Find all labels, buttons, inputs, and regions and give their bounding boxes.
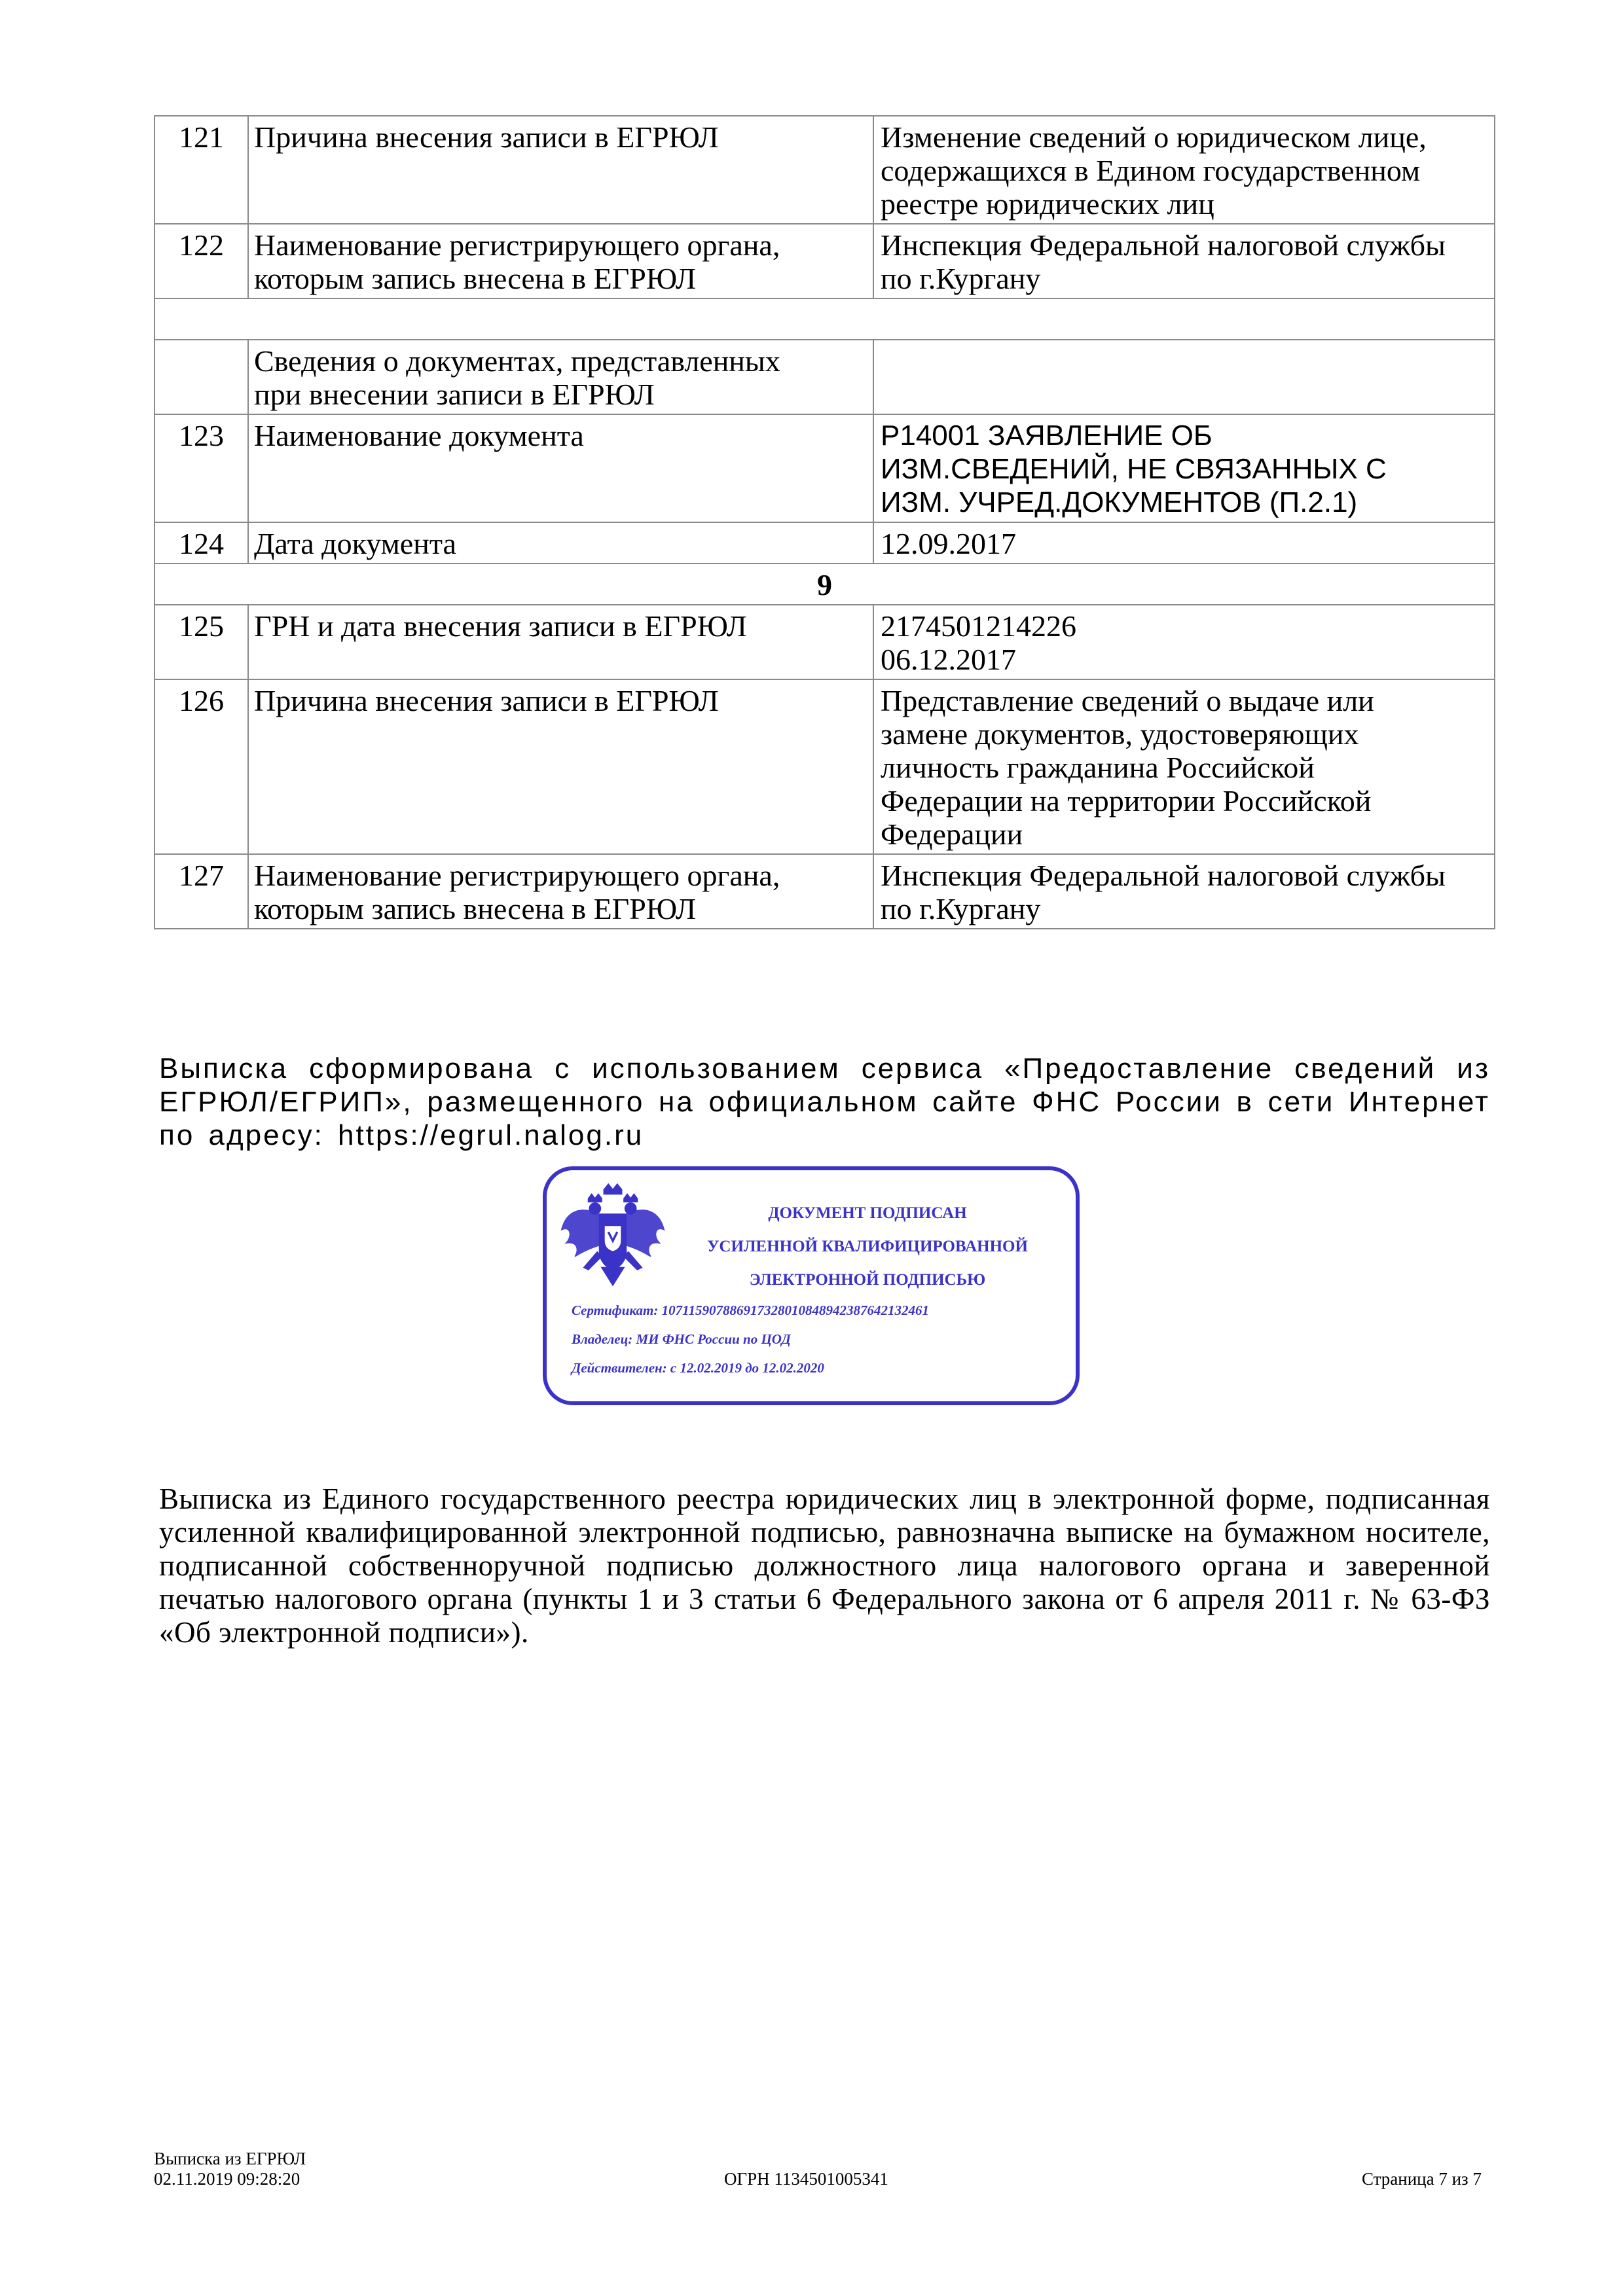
footer-page-number: Страница 7 из 7 xyxy=(1362,2169,1482,2189)
stamp-validity: Действителен: с 12.02.2019 до 12.02.2020 xyxy=(572,1360,824,1376)
table-row xyxy=(155,414,1495,522)
table-row xyxy=(155,224,1495,298)
stamp-heading-line: ЭЛЕКТРОННОЙ ПОДПИСЬЮ xyxy=(749,1271,986,1289)
row-label: Наименование регистрирующего органа, которым запись внесена в ЕГРЮЛ xyxy=(248,224,873,298)
row-number: 124 xyxy=(155,522,248,564)
footer-ogrn: ОГРН 1134501005341 xyxy=(724,2169,888,2189)
row-value: Р14001 ЗАЯВЛЕНИЕ ОБ ИЗМ.СВЕДЕНИЙ, НЕ СВЯЗАННЫХ С ИЗМ. УЧРЕД.ДОКУМЕНТОВ (П.2.1) xyxy=(873,414,1495,522)
row-number: 122 xyxy=(155,224,248,298)
stamp-heading-line: ДОКУМЕНТ ПОДПИСАН xyxy=(768,1204,967,1222)
table-row xyxy=(155,854,1495,929)
row-label: Причина внесения записи в ЕГРЮЛ xyxy=(248,679,873,854)
legal-note: Выписка из Единого государственного реестра юридических лиц в электронной форме, подписанная усиленной квалифицированной электронной подписью, равнозначна выписке на бумажном носителе, подписанной собственноручной подписью должностного лица налогового органа и заверенной печатью налогового органа (пункты 1 и 3 статьи 6 Федерального закона от 6 апреля 2011 г. № 63-ФЗ «Об электронной подписи»). xyxy=(159,1482,1490,1649)
row-value: 12.09.2017 xyxy=(873,522,1495,564)
row-value: Представление сведений о выдаче или замене документов, удостоверяющих личность гражданина Российской Федерации на территории Российской Федерации xyxy=(873,679,1495,854)
stamp-certificate: Сертификат: 107115907886917328010848942387642132461 xyxy=(572,1302,929,1318)
row-label: Наименование документа xyxy=(248,414,873,522)
row-value: Изменение сведений о юридическом лице, содержащихся в Едином государственном реестре юридических лиц xyxy=(873,116,1495,224)
table-row xyxy=(155,522,1495,564)
empty-cell xyxy=(155,298,1495,340)
documents-section-header-row xyxy=(155,340,1495,414)
row-number: 126 xyxy=(155,679,248,854)
table-row xyxy=(155,116,1495,224)
row-number: 121 xyxy=(155,116,248,224)
table-row xyxy=(155,679,1495,854)
row-number xyxy=(155,340,248,414)
service-note: Выписка сформирована с использованием сервиса «Предоставление сведений из ЕГРЮЛ/ЕГРИП», размещенного на официальном сайте ФНС России в сети Интернет по адресу: https://egrul.nalog.ru xyxy=(159,1052,1490,1151)
section-number: 9 xyxy=(155,564,1495,605)
stamp-details xyxy=(572,1296,1069,1382)
documents-section-header: Сведения о документах, представленных при внесении записи в ЕГРЮЛ xyxy=(248,340,873,414)
stamp-owner: Владелец: МИ ФНС России по ЦОД xyxy=(572,1331,791,1347)
row-value: 2174501214226 06.12.2017 xyxy=(873,605,1495,679)
row-label: Причина внесения записи в ЕГРЮЛ xyxy=(248,116,873,224)
empty-separator-row xyxy=(155,298,1495,340)
row-label: Наименование регистрирующего органа, которым запись внесена в ЕГРЮЛ xyxy=(248,854,873,929)
footer-document-info xyxy=(154,2149,306,2189)
double-headed-eagle-emblem-icon xyxy=(557,1181,668,1292)
footer-doc-title: Выписка из ЕГРЮЛ xyxy=(154,2149,306,2168)
egrul-records-table xyxy=(154,115,1495,929)
electronic-signature-stamp xyxy=(543,1166,1080,1405)
row-value: Инспекция Федеральной налоговой службы по г.Кургану xyxy=(873,224,1495,298)
stamp-heading xyxy=(671,1196,1064,1297)
row-number: 125 xyxy=(155,605,248,679)
row-value: Инспекция Федеральной налоговой службы по г.Кургану xyxy=(873,854,1495,929)
section-number-row xyxy=(155,564,1495,605)
row-label: ГРН и дата внесения записи в ЕГРЮЛ xyxy=(248,605,873,679)
row-value xyxy=(873,340,1495,414)
stamp-heading-line: УСИЛЕННОЙ КВАЛИФИЦИРОВАННОЙ xyxy=(707,1238,1028,1255)
footer-datetime: 02.11.2019 09:28:20 xyxy=(154,2169,301,2189)
row-number: 123 xyxy=(155,414,248,522)
row-label: Дата документа xyxy=(248,522,873,564)
table-row xyxy=(155,605,1495,679)
row-number: 127 xyxy=(155,854,248,929)
